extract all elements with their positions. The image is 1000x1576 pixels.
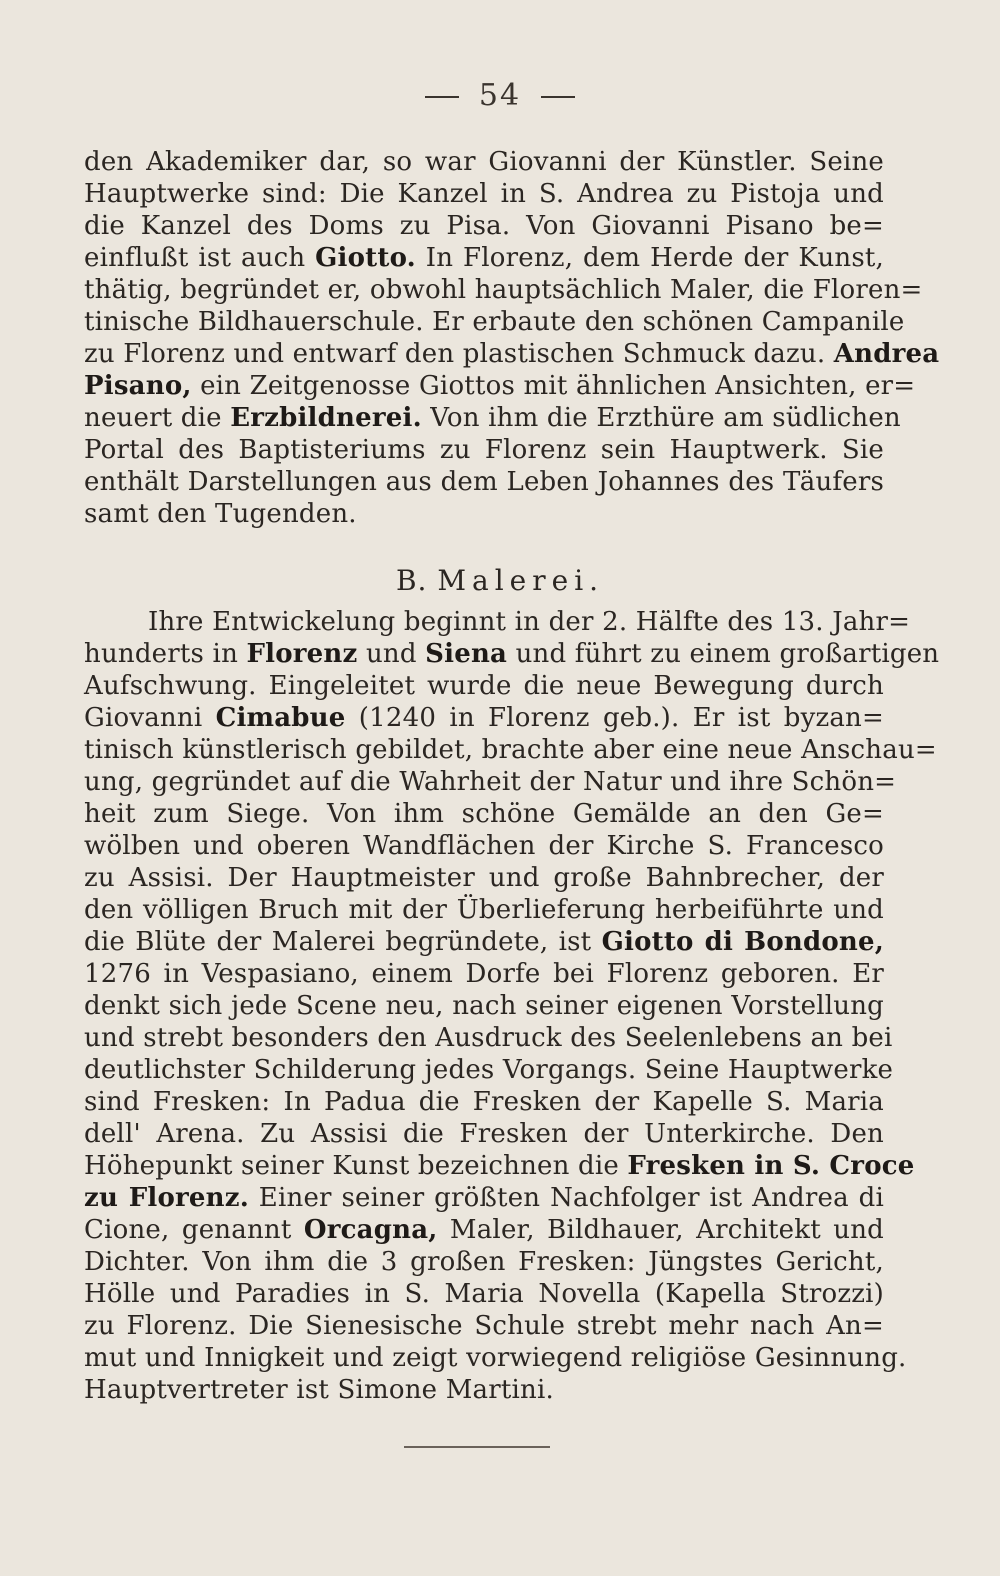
emphasized-term: Giotto di Bondone,: [601, 927, 884, 957]
text-run: thätig, begründet er, obwohl hauptsächlich Maler, die Floren=: [84, 275, 923, 305]
text-run: hunderts in: [84, 639, 247, 669]
text-run: Von ihm die Erzthüre am südlichen: [421, 403, 901, 433]
text-line: [84, 274, 923, 306]
text-run: denkt sich jede Scene neu, nach seiner eigenen Vorstellung: [84, 991, 884, 1021]
text-run: und strebt besonders den Ausdruck des Seelenlebens an bei: [84, 1023, 893, 1053]
text-run: wölben und oberen Wandflächen der Kirche S. Francesco: [84, 831, 884, 861]
text-run: mut und Innigkeit und zeigt vorwiegend religiöse Gesinnung.: [84, 1343, 907, 1373]
text-run: Hauptwerke sind: Die Kanzel in S. Andrea zu Pistoja und: [84, 179, 884, 209]
text-run: 1276 in Vespasiano, einem Dorfe bei Florenz geboren. Er: [84, 959, 884, 989]
text-run: Cione, genannt: [84, 1215, 304, 1245]
emphasized-term: Orcagna,: [303, 1215, 438, 1245]
text-line: [84, 498, 884, 530]
text-line: [84, 798, 884, 830]
text-line: [84, 1374, 884, 1406]
text-line: [84, 242, 884, 274]
text-line: [84, 1278, 884, 1310]
text-run: Hölle und Paradies in S. Maria Novella (Kapella Strozzi): [84, 1279, 884, 1309]
emphasized-term: Andrea: [833, 339, 940, 369]
text-run: zu Assisi. Der Hauptmeister und große Bahnbrecher, der: [84, 863, 884, 893]
header-dash-left: [425, 96, 459, 98]
text-run: und: [357, 639, 426, 669]
text-line: [84, 894, 884, 926]
text-run: Dichter. Von ihm die 3 großen Fresken: Jüngstes Gericht,: [84, 1247, 884, 1277]
text-line: [84, 702, 884, 734]
text-line: [84, 1214, 884, 1246]
text-line: [84, 146, 884, 178]
text-run: Ihre Entwickelung beginnt in der 2. Hälfte des 13. Jahr=: [148, 607, 911, 637]
text-line: [84, 306, 905, 338]
text-run: (1240 in Florenz geb.). Er ist byzan=: [345, 703, 884, 733]
text-line: [84, 926, 884, 958]
text-run: Giovanni: [84, 703, 216, 733]
text-line: [84, 734, 937, 766]
text-line: [84, 338, 940, 370]
emphasized-term: Florenz: [246, 639, 358, 669]
text-line: [84, 402, 901, 434]
text-run: zu Florenz und entwarf den plastischen Schmuck dazu.: [84, 339, 834, 369]
page-number: 54: [478, 78, 522, 113]
text-line: [84, 370, 916, 402]
emphasized-term: Cimabue: [215, 703, 346, 733]
text-run: In Florenz, dem Herde der Kunst,: [415, 243, 884, 273]
text-run: tinisch künstlerisch gebildet, brachte aber eine neue Anschau=: [84, 735, 937, 765]
emphasized-term: Fresken in S. Croce: [627, 1151, 915, 1181]
text-line: [84, 178, 884, 210]
text-run: sind Fresken: In Padua die Fresken der Kapelle S. Maria: [84, 1087, 884, 1117]
text-line: [84, 830, 884, 862]
text-run: tinische Bildhauerschule. Er erbaute den schönen Campanile: [84, 307, 905, 337]
text-line: [84, 958, 884, 990]
emphasized-term: zu Florenz.: [84, 1183, 249, 1213]
text-line: [84, 1054, 894, 1086]
text-run: ung, gegründet auf die Wahrheit der Natur und ihre Schön=: [84, 767, 897, 797]
text-run: enthält Darstellungen aus dem Leben Johannes des Täufers: [84, 467, 884, 497]
text-run: Portal des Baptisteriums zu Florenz sein Hauptwerk. Sie: [84, 435, 884, 465]
text-line: [84, 638, 940, 670]
text-line: [84, 862, 884, 894]
section-letter: B.: [395, 564, 428, 597]
section-title-text: Malerei.: [437, 564, 605, 597]
emphasized-term: Siena: [425, 639, 508, 669]
text-line: [84, 990, 884, 1022]
text-line: [84, 210, 884, 242]
text-line: [84, 1342, 907, 1374]
text-run: dell' Arena. Zu Assisi die Fresken der Unterkirche. Den: [84, 1119, 884, 1149]
text-line: [84, 1310, 884, 1342]
emphasized-term: Giotto.: [315, 243, 416, 273]
paragraph-2: [84, 606, 940, 1406]
text-run: die Blüte der Malerei begründete, ist: [84, 927, 602, 957]
end-rule: [404, 1446, 550, 1448]
text-run: den Akademiker dar, so war Giovanni der Künstler. Seine: [84, 147, 884, 177]
text-line: [84, 1150, 915, 1182]
text-line: [84, 1182, 884, 1214]
text-run: Einer seiner größten Nachfolger ist Andrea di: [248, 1183, 885, 1213]
text-run: Maler, Bildhauer, Architekt und: [437, 1215, 884, 1245]
text-line: [84, 434, 884, 466]
text-run: ein Zeitgenosse Giottos mit ähnlichen Ansichten, er=: [191, 371, 916, 401]
text-run: heit zum Siege. Von ihm schöne Gemälde an den Ge=: [84, 799, 884, 829]
text-line: [84, 466, 884, 498]
text-run: und führt zu einem großartigen: [507, 639, 940, 669]
text-run: Hauptvertreter ist Simone Martini.: [84, 1375, 554, 1405]
text-run: neuert die: [84, 403, 231, 433]
emphasized-term: Pisano,: [84, 371, 192, 401]
text-line: [84, 1118, 884, 1150]
text-run: zu Florenz. Die Sienesische Schule strebt mehr nach An=: [84, 1311, 884, 1341]
paragraph-1: [84, 146, 940, 530]
text-line: [84, 1246, 884, 1278]
text-run: einflußt ist auch: [84, 243, 316, 273]
section-heading: [0, 564, 1000, 597]
text-line: [84, 766, 897, 798]
text-line: [84, 1022, 893, 1054]
header-dash-right: [541, 96, 575, 98]
text-run: Höhepunkt seiner Kunst bezeichnen die: [84, 1151, 628, 1181]
text-run: den völligen Bruch mit der Überlieferung herbeiführte und: [84, 895, 884, 925]
text-run: Aufschwung. Eingeleitet wurde die neue Bewegung durch: [84, 671, 884, 701]
text-run: deutlichster Schilderung jedes Vorgangs. Seine Hauptwerke: [84, 1055, 894, 1085]
text-run: samt den Tugenden.: [84, 499, 357, 529]
text-line: [84, 670, 884, 702]
text-line: [84, 606, 911, 638]
emphasized-term: Erzbildnerei.: [230, 403, 422, 433]
page-header: [0, 78, 1000, 113]
text-run: die Kanzel des Doms zu Pisa. Von Giovanni Pisano be=: [84, 211, 884, 241]
text-line: [84, 1086, 884, 1118]
